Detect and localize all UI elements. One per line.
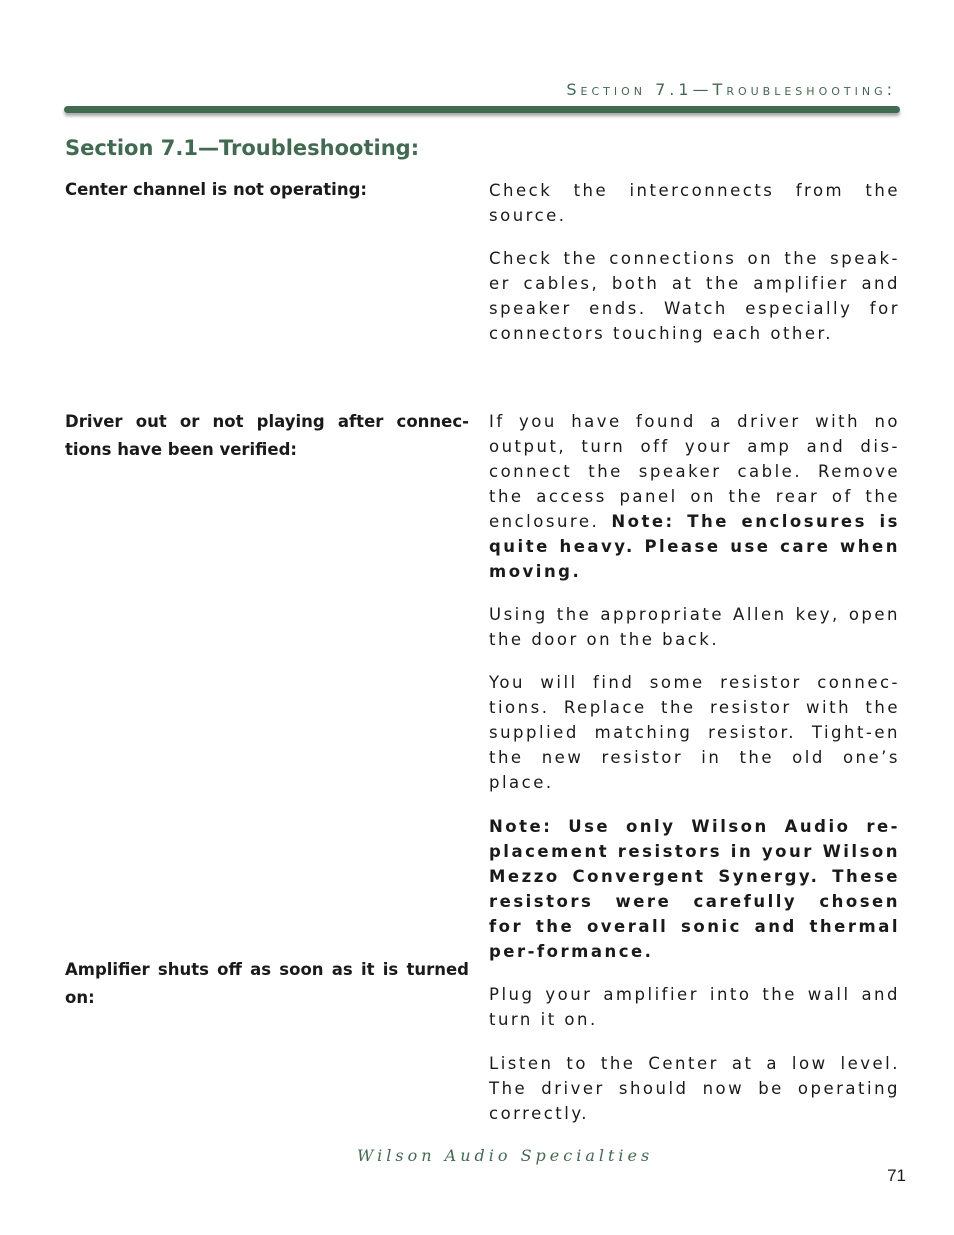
- footer-brand: Wilson Audio Specialties: [357, 1146, 654, 1165]
- header-rule: [64, 106, 900, 113]
- paragraph-resistor-replace: You will find some resistor connec-tions. Replace the resistor with the supplied matching resistor. Tight-en the new resistor in the old one’s place.: [489, 673, 900, 792]
- page-number: 71: [887, 1166, 906, 1185]
- running-header: Section 7.1—Troubleshooting:: [566, 80, 896, 99]
- paragraph-listen-center: Listen to the Center at a low level. The driver should now be operating correctly.: [489, 1054, 900, 1123]
- issue-title-center-channel: Center channel is not operating:: [65, 180, 367, 199]
- issue-title-amplifier-shuts-off: Amplifier shuts off as soon as it is turned on:: [65, 960, 469, 1007]
- section-title: Section 7.1—Troubleshooting:: [65, 136, 420, 160]
- paragraph-check-interconnects: Check the interconnects from the source.: [489, 181, 900, 225]
- paragraph-plug-amplifier: Plug your amplifier into the wall and turn it on.: [489, 985, 900, 1029]
- enclosure-weight-note: Note: The enclosures is quite heavy. Please use care when moving.: [489, 512, 900, 581]
- issue-title-driver-out: Driver out or not playing after connec-tions have been verified:: [65, 412, 469, 459]
- paragraph-driver-no-output: [489, 409, 900, 584]
- driver-no-output-text: If you have found a driver with no output, turn off your amp and dis-connect the speaker cable. Remove the access panel on the rear of the enclosure.: [489, 412, 900, 531]
- paragraph-allen-key: Using the appropriate Allen key, open the door on the back.: [489, 605, 900, 649]
- paragraph-resistor-note: Note: Use only Wilson Audio re-placement resistors in your Wilson Mezzo Convergent Synergy. These resistors were carefully chosen for the overall sonic and thermal per-formance.: [489, 817, 900, 961]
- paragraph-check-speaker-connections: Check the connections on the speak-er cables, both at the amplifier and speaker ends. Watch especially for connectors touching each other.: [489, 249, 900, 343]
